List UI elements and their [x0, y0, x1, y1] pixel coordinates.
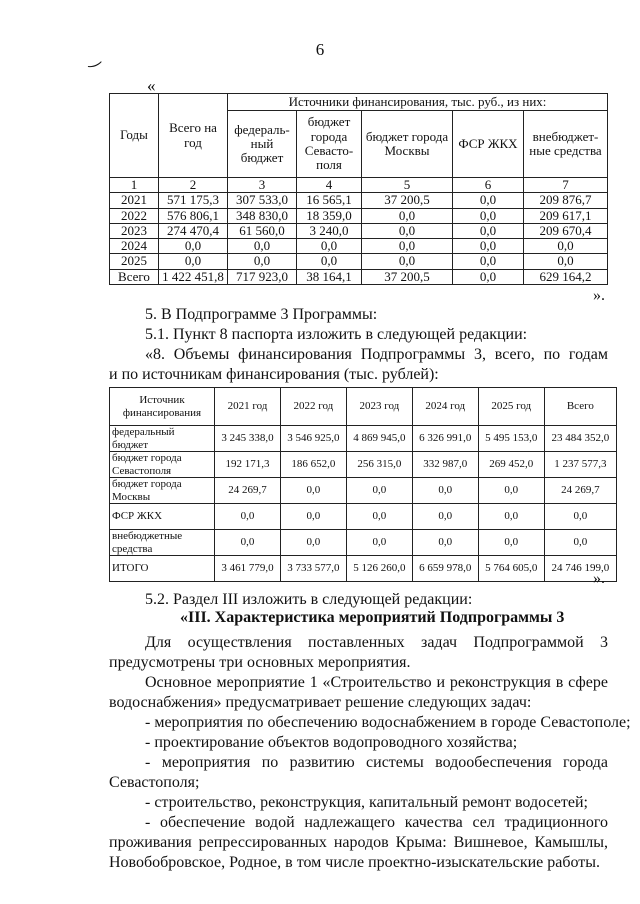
table-row	[110, 269, 608, 284]
point-8-line1: «8. Объемы финансирования Подпрограммы 3, всего, по годам	[145, 346, 608, 363]
cell-value: 24 746 199,0	[544, 556, 616, 582]
cell-value: 0,0	[453, 239, 524, 254]
cell-value: 0,0	[228, 254, 297, 269]
cell-value: 0,0	[280, 478, 346, 504]
cell-value: 37 200,5	[362, 269, 453, 284]
cell-value: 0,0	[453, 254, 524, 269]
row-source: ИТОГО	[110, 556, 215, 582]
cell-value: 0,0	[297, 254, 362, 269]
cell-value: 269 452,0	[478, 452, 544, 478]
header-source: Источник финансирования	[110, 388, 215, 426]
cell-value: 0,0	[228, 239, 297, 254]
cell-value: 0,0	[346, 530, 412, 556]
cell-value: 3 733 577,0	[280, 556, 346, 582]
cell-value: 0,0	[478, 530, 544, 556]
header-moscow: бюджет города Москвы	[362, 111, 453, 178]
section-heading: «III. Характеристика мероприятий Подпрограммы 3	[180, 609, 565, 626]
row-source: федеральный бюджет	[110, 426, 215, 452]
body-3: - мероприятия по обеспечению водоснабжением в городе Севастополе;	[145, 714, 631, 731]
header-2025: 2025 год	[478, 388, 544, 426]
row-source: бюджет города Севастополя	[110, 452, 215, 478]
table-row	[110, 452, 617, 478]
body-5-line2: Севастополя;	[109, 774, 200, 791]
header-federal: федераль-ный бюджет	[228, 111, 297, 178]
point-8-line2: и по источникам финансирования (тыс. рублей):	[109, 366, 439, 383]
cell-value: 274 470,4	[159, 223, 228, 238]
cell-value: 0,0	[346, 504, 412, 530]
table2-close-quote: ».	[593, 570, 605, 587]
cell-value: 5 764 605,0	[478, 556, 544, 582]
body-2-line1: Основное мероприятие 1 «Строительство и реконструкция в сфере	[145, 674, 608, 691]
header-sevastopol: бюджет города Севасто-поля	[297, 111, 362, 178]
cell-value: 0,0	[453, 208, 524, 223]
cell-value: 0,0	[412, 478, 478, 504]
cell-value: 0,0	[544, 504, 616, 530]
header-2021: 2021 год	[215, 388, 281, 426]
header-fsr: ФСР ЖКХ	[453, 111, 524, 178]
cell-value: 0,0	[453, 269, 524, 284]
cell-value: 3 240,0	[297, 223, 362, 238]
row-year: 2025	[110, 254, 159, 269]
cell-value: 0,0	[297, 239, 362, 254]
cell-value: 3 461 779,0	[215, 556, 281, 582]
cell-value: 0,0	[453, 193, 524, 208]
body-1-line2: предусмотрены три основных мероприятия.	[109, 654, 411, 671]
header-offbudget: внебюджет-ные средства	[524, 111, 608, 178]
header-sources: Источники финансирования, тыс. руб., из них:	[228, 94, 608, 111]
table-row	[110, 556, 617, 582]
cell-value: 0,0	[362, 223, 453, 238]
table-row	[110, 530, 617, 556]
table-row	[110, 478, 617, 504]
cell-value: 23 484 352,0	[544, 426, 616, 452]
table-row	[110, 254, 608, 269]
cell-value: 576 806,1	[159, 208, 228, 223]
cell-value: 0,0	[215, 530, 281, 556]
body-1-line1: Для осуществления поставленных задач Подпрограммой 3	[145, 634, 608, 651]
point-5: 5. В Подпрограмме 3 Программы:	[145, 306, 378, 323]
cell-value: 717 923,0	[228, 269, 297, 284]
cell-value: 37 200,5	[362, 193, 453, 208]
header-2023: 2023 год	[346, 388, 412, 426]
cell-value: 0,0	[544, 530, 616, 556]
table-row	[110, 193, 608, 208]
cell-value: 38 164,1	[297, 269, 362, 284]
cell-value: 5 126 260,0	[346, 556, 412, 582]
opening-quote: «	[147, 76, 156, 95]
table1-close-quote: ».	[593, 287, 605, 304]
table-row	[110, 208, 608, 223]
cell-value: 0,0	[346, 478, 412, 504]
cell-value: 0,0	[524, 239, 608, 254]
cell-value: 0,0	[478, 504, 544, 530]
header-2024: 2024 год	[412, 388, 478, 426]
cell-value: 0,0	[453, 223, 524, 238]
cell-value: 0,0	[362, 254, 453, 269]
cell-value: 6 326 991,0	[412, 426, 478, 452]
header-years: Годы	[110, 94, 159, 178]
cell-value: 5 495 153,0	[478, 426, 544, 452]
row-year: Всего	[110, 269, 159, 284]
cell-value: 0,0	[362, 239, 453, 254]
body-5-line1: - мероприятия по развитию системы водообеспечения города	[145, 754, 608, 771]
cell-value: 18 359,0	[297, 208, 362, 223]
cell-value: 0,0	[362, 208, 453, 223]
body-2-line2: водоснабжения» предусматривает решение следующих задач:	[109, 694, 532, 711]
cell-value: 0,0	[524, 254, 608, 269]
row-source: внебюджетные средства	[110, 530, 215, 556]
body-7-line1: - обеспечение водой надлежащего качества сел традиционного	[145, 814, 608, 831]
header-2022: 2022 год	[280, 388, 346, 426]
cell-value: 0,0	[412, 530, 478, 556]
cell-value: 1 237 577,3	[544, 452, 616, 478]
cell-value: 0,0	[215, 504, 281, 530]
cell-value: 629 164,2	[524, 269, 608, 284]
cell-value: 209 670,4	[524, 223, 608, 238]
cell-value: 61 560,0	[228, 223, 297, 238]
cell-value: 192 171,3	[215, 452, 281, 478]
cell-value: 256 315,0	[346, 452, 412, 478]
header-total-year: Всего на год	[159, 94, 228, 178]
funding-by-source-table	[109, 387, 617, 582]
cell-value: 0,0	[478, 478, 544, 504]
row-year: 2022	[110, 208, 159, 223]
header-total: Всего	[544, 388, 616, 426]
cell-value: 209 876,7	[524, 193, 608, 208]
row-year: 2023	[110, 223, 159, 238]
cell-value: 332 987,0	[412, 452, 478, 478]
body-7-line2: проживания репрессированных народов Крыма: Вишневое, Камышлы,	[109, 834, 608, 851]
cell-value: 3 245 338,0	[215, 426, 281, 452]
column-number-row: 1 2 3 4 5 6 7	[110, 178, 608, 193]
pen-mark: ‿	[83, 48, 102, 69]
body-7-line3: Новобобровское, Родное, в том числе проектно-изыскательские работы.	[109, 854, 601, 871]
cell-value: 0,0	[412, 504, 478, 530]
cell-value: 6 659 978,0	[412, 556, 478, 582]
row-source: бюджет города Москвы	[110, 478, 215, 504]
funding-by-year-table	[109, 93, 608, 285]
cell-value: 209 617,1	[524, 208, 608, 223]
row-year: 2021	[110, 193, 159, 208]
cell-value: 24 269,7	[215, 478, 281, 504]
row-year: 2024	[110, 239, 159, 254]
cell-value: 3 546 925,0	[280, 426, 346, 452]
point-5-1: 5.1. Пункт 8 паспорта изложить в следующей редакции:	[145, 326, 528, 343]
table-row	[110, 239, 608, 254]
cell-value: 348 830,0	[228, 208, 297, 223]
cell-value: 1 422 451,8	[159, 269, 228, 284]
body-4: - проектирование объектов водопроводного хозяйства;	[145, 734, 518, 751]
cell-value: 24 269,7	[544, 478, 616, 504]
body-6: - строительство, реконструкция, капитальный ремонт водосетей;	[145, 794, 588, 811]
table-row	[110, 504, 617, 530]
table-row	[110, 426, 617, 452]
cell-value: 0,0	[159, 239, 228, 254]
row-source: ФСР ЖКХ	[110, 504, 215, 530]
cell-value: 0,0	[280, 530, 346, 556]
point-5-2: 5.2. Раздел III изложить в следующей редакции:	[145, 591, 473, 608]
cell-value: 4 869 945,0	[346, 426, 412, 452]
table-row	[110, 223, 608, 238]
cell-value: 0,0	[280, 504, 346, 530]
page-number: 6	[315, 40, 325, 59]
cell-value: 16 565,1	[297, 193, 362, 208]
cell-value: 307 533,0	[228, 193, 297, 208]
cell-value: 0,0	[159, 254, 228, 269]
cell-value: 571 175,3	[159, 193, 228, 208]
cell-value: 186 652,0	[280, 452, 346, 478]
